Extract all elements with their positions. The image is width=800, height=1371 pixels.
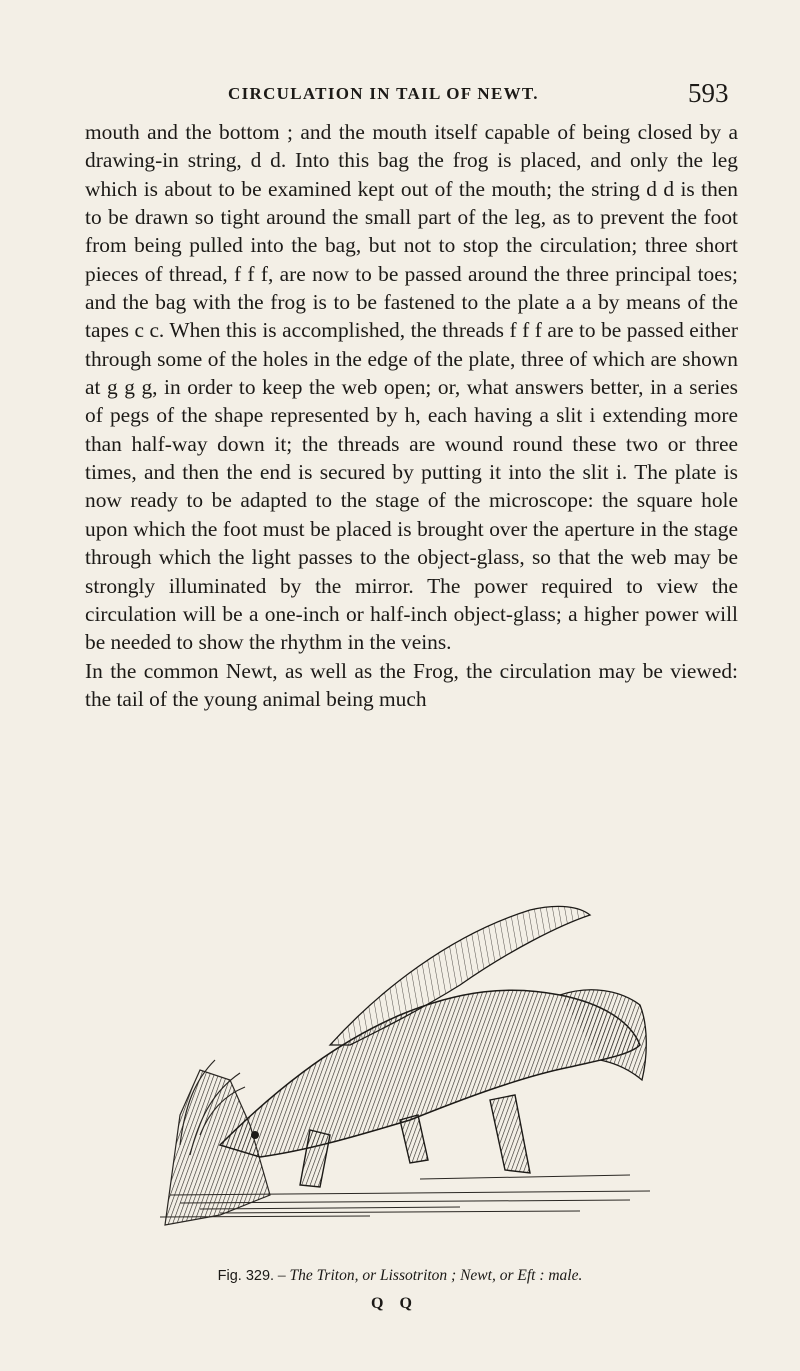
figure-number: Fig. 329. [217,1268,275,1284]
figure-title: The Triton, or Lissotriton ; Newt, or Eft : male. [289,1267,583,1284]
page-header [0,78,800,118]
paragraph-2: In the common Newt, as well as the Frog, the circulation may be viewed: the tail of the young animal being much [85,658,738,711]
running-head: CIRCULATION IN TAIL OF NEWT. [228,84,539,103]
figure-caption: Fig. 329. – The Triton, or Lissotriton ; Newt, or Eft : male. [217,1267,583,1284]
paragraph-1: mouth and the bottom ; and the mouth itself capable of being closed by a drawing-in string, d d. Into this bag the frog is placed, and only the leg which is about to be examined kept out of the mouth; the string d d is then to be drawn so tight around the small part of the leg, as to prevent the foot from being pulled into the bag, but not to stop the circulation; three short pieces of thread, f f f, are now to be passed around the three principal toes; and the bag with the frog is to be fastened to the plate a a by means of the tapes c c. When this is accomplished, the threads f f f are to be passed either through some of the holes in the edge of the plate, three of which are shown at g g g, in order to keep the web open; or, what answers better, in a series of pegs of the shape represented by h, each having a slit i extending more than half-way down it; the threads are wound round these two or three times, and then the end is secured by putting it into the slit i. The plate is now ready to be adapted to the stage of the microscope: the square hole upon which the foot must be placed is brought over the aperture in the stage through which the light passes to the object-glass, so that the web may be strongly illuminated by the mirror. The power required to view the circulation will be a one-inch or half-inch object-glass; a higher power will be needed to show the rhythm in the veins. [85,120,738,655]
page-number: 593 [688,78,729,108]
newt-illustration [160,895,660,1235]
newt-eye [251,1131,259,1139]
signature-mark: Q Q [371,1295,418,1312]
body-text [85,118,738,713]
